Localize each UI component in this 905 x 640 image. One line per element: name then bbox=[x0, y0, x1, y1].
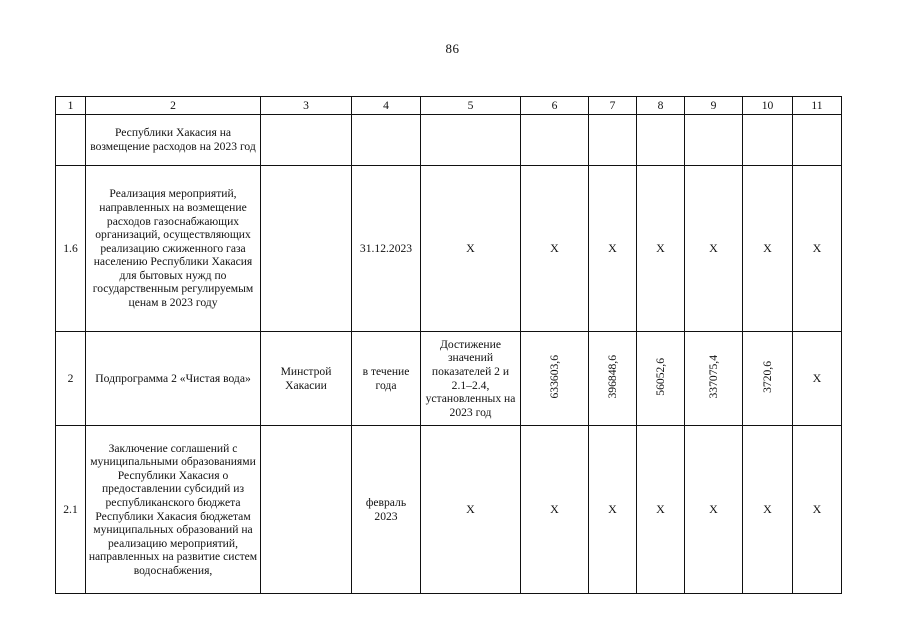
header-cell-4: 4 bbox=[352, 97, 421, 115]
header-cell-11: 11 bbox=[793, 97, 842, 115]
row-value-11: Х bbox=[793, 332, 842, 426]
table-row bbox=[56, 115, 842, 166]
row-value-8 bbox=[637, 115, 685, 166]
page-number: 86 bbox=[445, 41, 460, 56]
row-value-9-text: 337075,4 bbox=[706, 354, 720, 399]
table-row bbox=[56, 166, 842, 332]
row-name: Заключение соглашений с муниципальными образованиями Республики Хакасия о предоставлении субсидий из республиканского бюджета Республики Хакасия бюджетам муниципальных образований на реализацию мероприятий, направленных на развитие систем водоснабжения, bbox=[86, 426, 261, 594]
row-indicator: Х bbox=[421, 166, 521, 332]
header-cell-10: 10 bbox=[743, 97, 793, 115]
row-number: 2.1 bbox=[56, 426, 86, 594]
row-indicator bbox=[421, 115, 521, 166]
row-name: Реализация мероприятий, направленных на возмещение расходов газоснабжающих организаций, осуществляющих реализацию сжиженного газа населению Республики Хакасия для бытовых нужд по государственным регулируемым ценам в 2023 году bbox=[86, 166, 261, 332]
row-value-6-text: 633603,6 bbox=[547, 354, 561, 399]
row-value-6 bbox=[521, 115, 589, 166]
row-value-7: Х bbox=[589, 166, 637, 332]
row-executor bbox=[261, 115, 352, 166]
row-executor: Минстрой Хакасии bbox=[261, 332, 352, 426]
row-value-8 bbox=[637, 332, 685, 426]
row-indicator: Достижение значений показателей 2 и 2.1–2.4, установленных на 2023 год bbox=[421, 332, 521, 426]
header-cell-8: 8 bbox=[637, 97, 685, 115]
row-value-8: Х bbox=[637, 426, 685, 594]
row-value-7 bbox=[589, 332, 637, 426]
row-executor bbox=[261, 426, 352, 594]
row-value-9 bbox=[685, 332, 743, 426]
row-value-11: Х bbox=[793, 426, 842, 594]
table-row bbox=[56, 426, 842, 594]
row-name: Республики Хакасия на возмещение расходов на 2023 год bbox=[86, 115, 261, 166]
row-value-8: Х bbox=[637, 166, 685, 332]
row-indicator: Х bbox=[421, 426, 521, 594]
row-number: 2 bbox=[56, 332, 86, 426]
row-number: 1.6 bbox=[56, 166, 86, 332]
row-value-10: Х bbox=[743, 426, 793, 594]
row-value-10 bbox=[743, 332, 793, 426]
row-value-6: Х bbox=[521, 426, 589, 594]
row-value-10 bbox=[743, 115, 793, 166]
row-value-9: Х bbox=[685, 166, 743, 332]
row-number bbox=[56, 115, 86, 166]
header-cell-5: 5 bbox=[421, 97, 521, 115]
header-row bbox=[56, 97, 842, 115]
row-value-10: Х bbox=[743, 166, 793, 332]
header-cell-1: 1 bbox=[56, 97, 86, 115]
row-value-6 bbox=[521, 332, 589, 426]
row-value-9: Х bbox=[685, 426, 743, 594]
row-term: 31.12.2023 bbox=[352, 166, 421, 332]
header-cell-3: 3 bbox=[261, 97, 352, 115]
data-table bbox=[55, 96, 842, 594]
row-value-9 bbox=[685, 115, 743, 166]
header-cell-2: 2 bbox=[86, 97, 261, 115]
header-cell-6: 6 bbox=[521, 97, 589, 115]
table-row bbox=[56, 332, 842, 426]
row-value-11: Х bbox=[793, 166, 842, 332]
row-value-6: Х bbox=[521, 166, 589, 332]
row-value-10-text: 3720,6 bbox=[760, 360, 774, 393]
row-value-7 bbox=[589, 115, 637, 166]
row-executor bbox=[261, 166, 352, 332]
row-value-7-text: 396848,6 bbox=[605, 354, 619, 399]
header-cell-7: 7 bbox=[589, 97, 637, 115]
row-name: Подпрограмма 2 «Чистая вода» bbox=[86, 332, 261, 426]
row-value-8-text: 56052,6 bbox=[653, 357, 667, 396]
row-value-7: Х bbox=[589, 426, 637, 594]
header-cell-9: 9 bbox=[685, 97, 743, 115]
row-term: в течение года bbox=[352, 332, 421, 426]
row-value-11 bbox=[793, 115, 842, 166]
row-term bbox=[352, 115, 421, 166]
row-term: февраль 2023 bbox=[352, 426, 421, 594]
